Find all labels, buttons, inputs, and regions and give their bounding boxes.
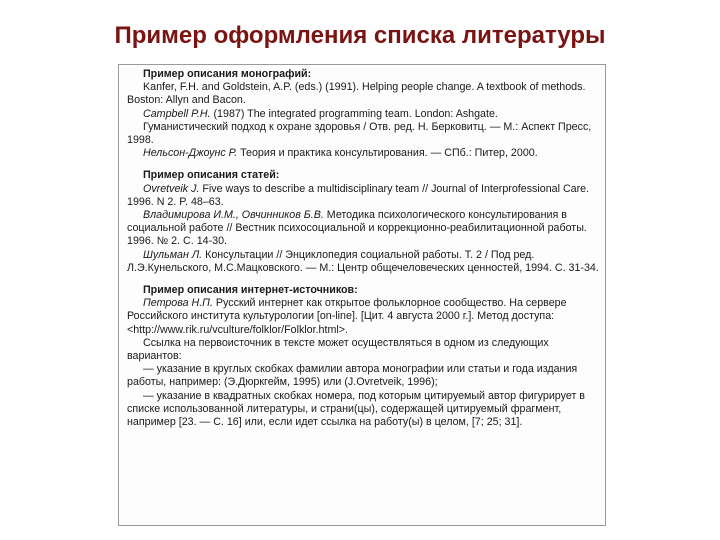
entry-author: Владимирова И.М., Овчинников Б.В. (143, 209, 324, 222)
entry-text: Методика психологического консультирования в социальной работе // Вестник психосоциальной и коррекционно-реабилитационной работы. 1996. № 2. С. 14-30. (127, 209, 587, 248)
reference-entry (127, 147, 599, 160)
entry-text: Теория и практика консультирования. — СПб.: Питер, 2000. (237, 147, 538, 160)
reference-entry (127, 297, 599, 337)
entry-text: — указание в круглых скобках фамилии автора монографии или статьи и года издания работы, например: (Э.Дюркгейм, 1995) или (J.Ovretveik, 1996); (127, 363, 578, 389)
reference-entry (127, 209, 599, 249)
entry-text: Ссылка на первоисточник в тексте может осуществляться в одном из следующих вариантов: (127, 336, 549, 363)
entry-author: Ovretveik J. (143, 182, 200, 195)
entry-text: Русский интернет как открытое фольклорное сообщество. На сервере Российского института культурологии [on-line]. [Цит. 4 августа 2000 г.]. Метод доступа: <http://www.rik.ru/vculture/folklor/Folklor.html>. (127, 297, 567, 336)
articles-section (127, 169, 599, 275)
entry-author: Campbell P.H. (143, 107, 211, 120)
section-heading: Пример описания монографий: (143, 68, 312, 80)
reference-entry (127, 121, 599, 147)
section-heading: Пример описания статей: (143, 169, 280, 182)
reference-entry (127, 108, 599, 121)
entry-text: Five ways to describe a multidisciplinary team // Journal of Interprofessional Care. 1996. N 2. P. 48–63. (127, 182, 590, 208)
reference-entry (127, 249, 599, 275)
internet-section (127, 284, 599, 429)
entry-text: (1987) The integrated programming team. London: Ashgate. (210, 107, 498, 120)
entry-text: Гуманистический подход к охране здоровья / Отв. ред. Н. Берковитц. — М.: Аспект Пресс, 1998. (127, 120, 592, 147)
note-paragraph (127, 390, 599, 430)
note-paragraph (127, 363, 599, 389)
section-heading: Пример описания интернет-источников: (143, 284, 358, 297)
entry-text: — указание в квадратных скобках номера, под которым цитируемый автор фигурирует в списке использованной литературы, и страни(цы), содержащей цитируемый фрагмент, например [23. — С. 16] или, если идет ссылка на работу(ы) в целом, [7; 25; 31]. (127, 389, 585, 429)
reference-entry (127, 81, 599, 107)
entry-author: Петрова Н.П. (143, 297, 213, 310)
entry-text: Kanfer, F.H. and Goldstein, A.P. (eds.) (1991). Helping people change. A textbook of methods. Boston: Allyn and Bacon. (127, 81, 586, 107)
scanned-document (118, 64, 606, 526)
monographs-section (127, 68, 599, 160)
note-paragraph (127, 337, 599, 363)
reference-entry (127, 183, 599, 209)
entry-author: Нельсон-Джоунс Р. (143, 147, 238, 160)
entry-author: Шульман Л. (143, 248, 203, 261)
slide-title: Пример оформления списка литературы (114, 22, 606, 49)
entry-text: Консультации // Энциклопедия социальной работы. Т. 2 / Под ред. Л.Э.Кунельского, М.С.Мацковского. — М.: Центр общечеловеческих ценностей, 1994. С. 31-34. (127, 248, 599, 274)
